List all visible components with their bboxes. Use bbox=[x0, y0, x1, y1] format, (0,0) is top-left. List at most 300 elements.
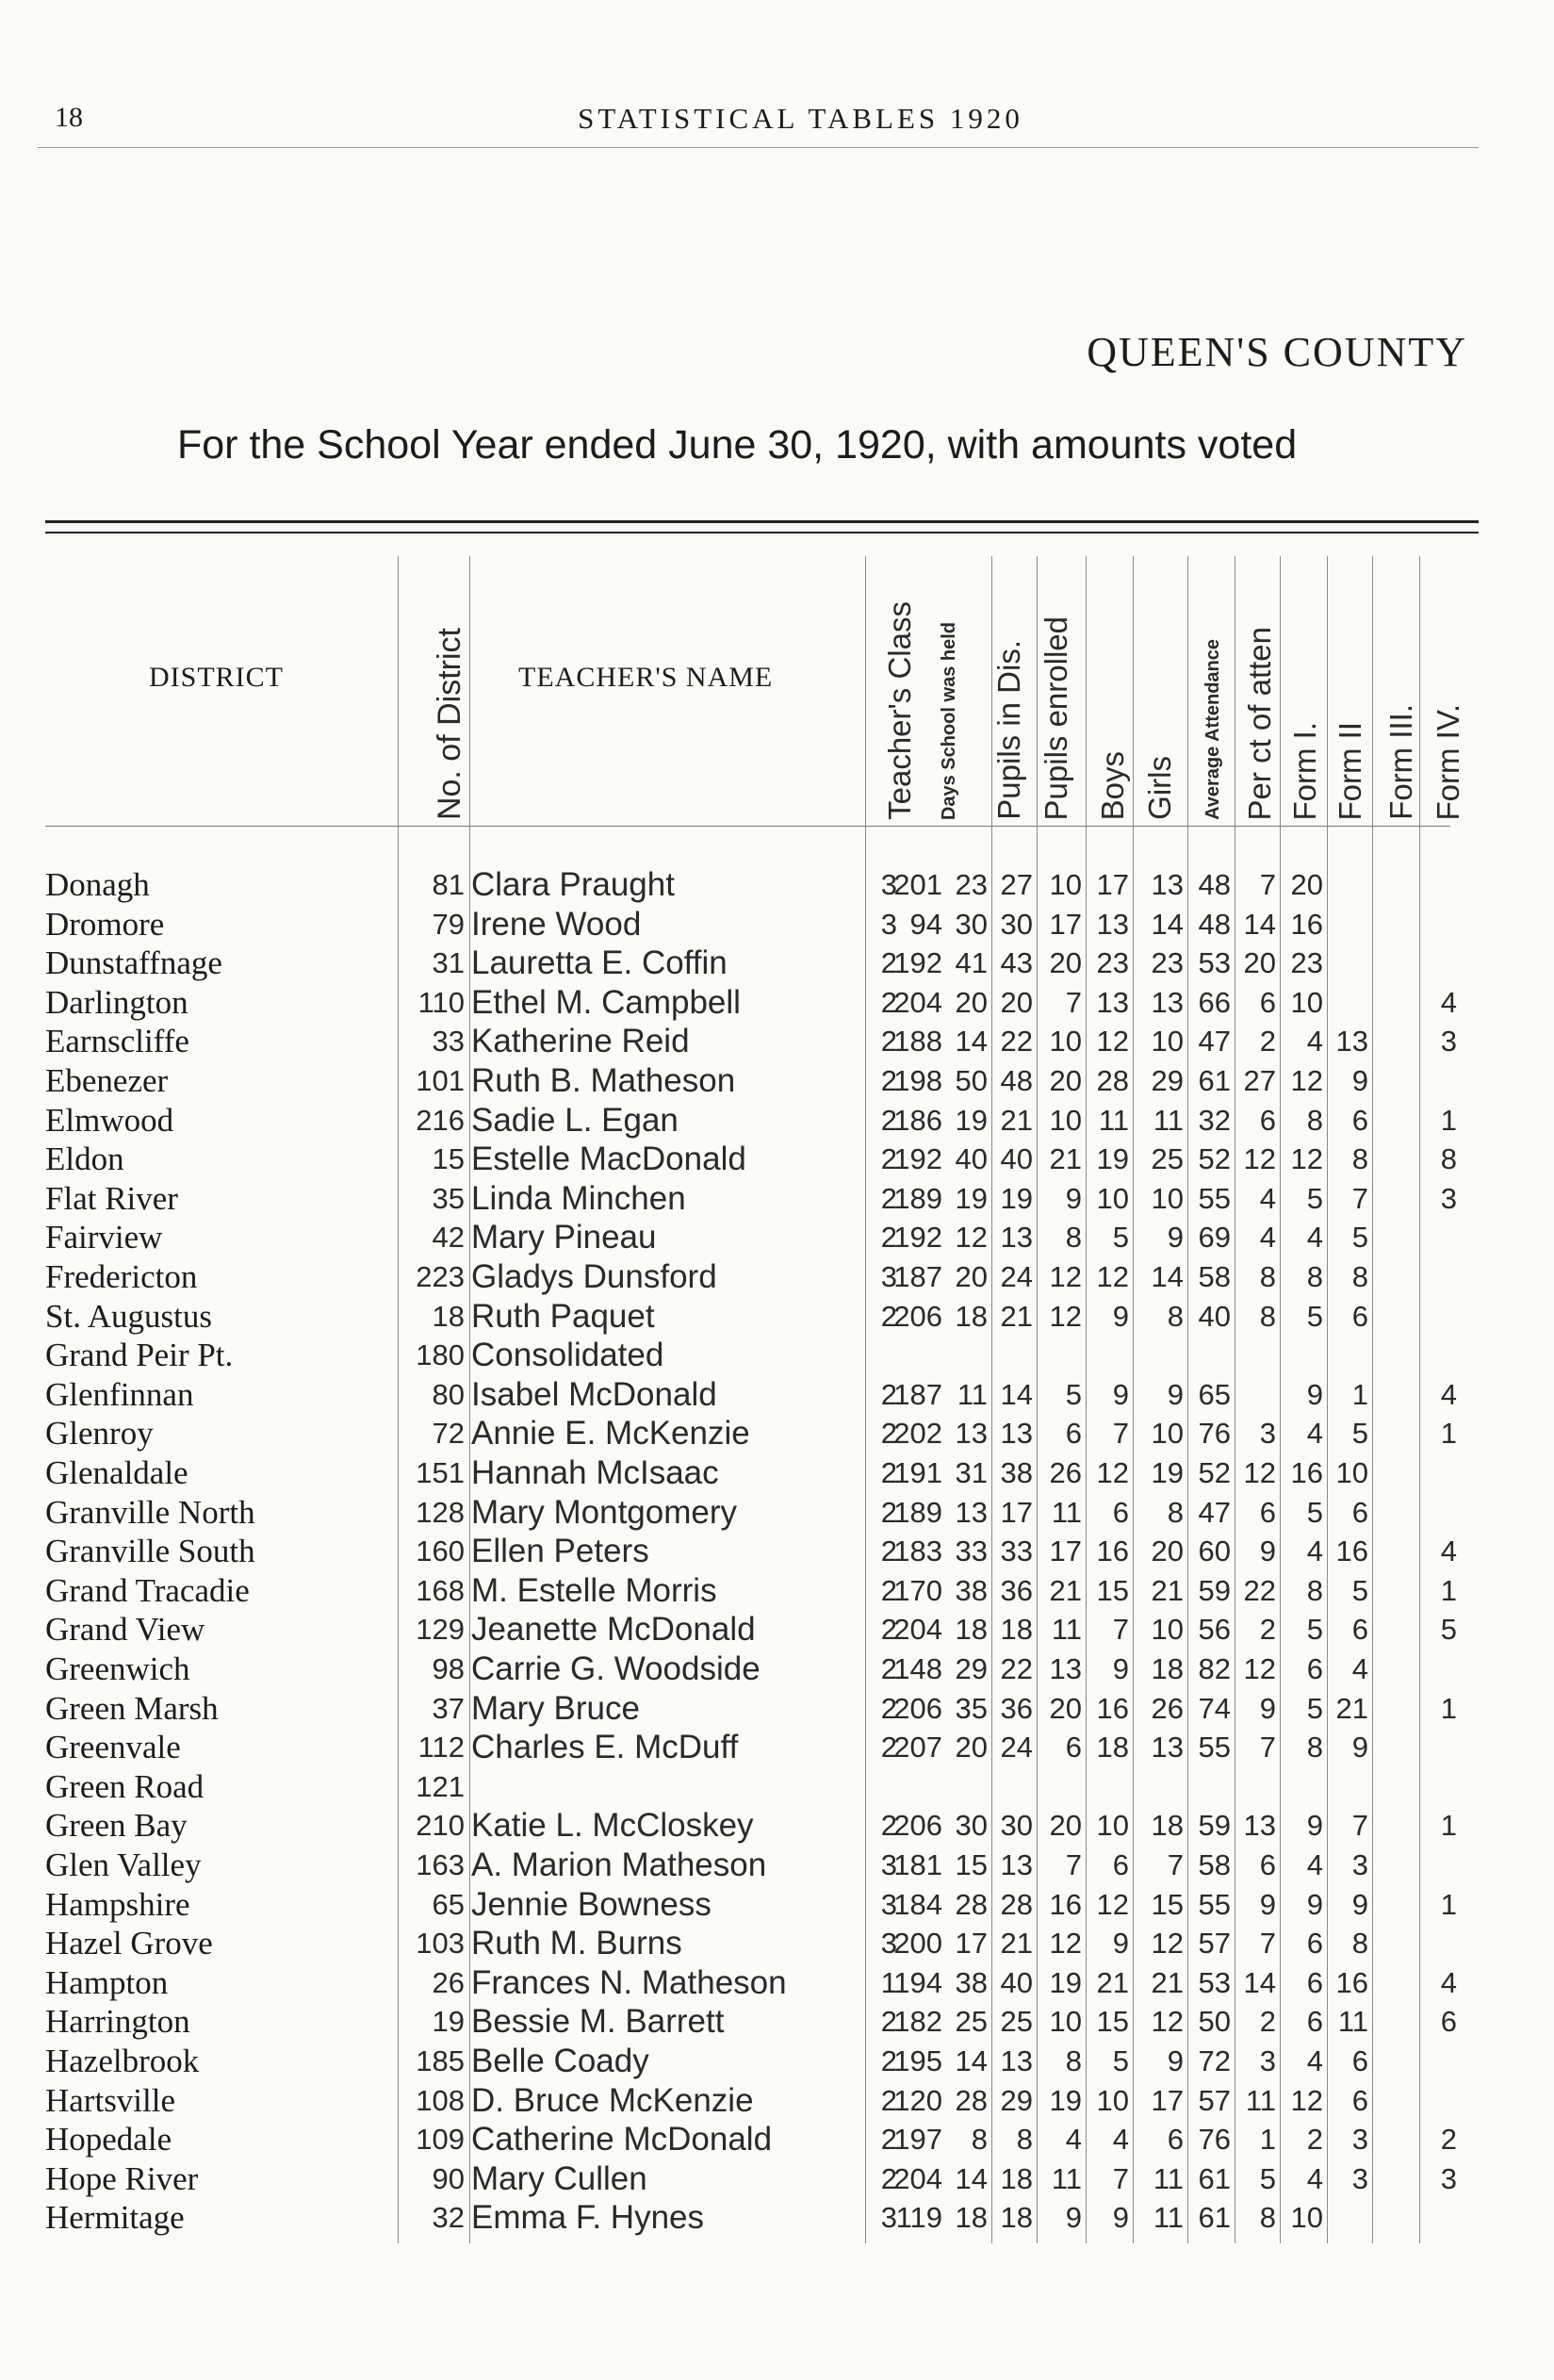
cell-boys: 12 bbox=[1049, 1299, 1082, 1333]
cell-days: 197 bbox=[893, 2123, 942, 2157]
cell-cls: 2 bbox=[880, 1377, 897, 1411]
cell-dis: 17 bbox=[955, 1927, 988, 1961]
cell-avg: 11 bbox=[1153, 2161, 1184, 2195]
cell-f3: 16 bbox=[1335, 1965, 1368, 1999]
cell-f2: 8 bbox=[1306, 1260, 1323, 1293]
cell-avg: 18 bbox=[1151, 1652, 1184, 1685]
cell-no: 19 bbox=[432, 2005, 465, 2039]
cell-days: 202 bbox=[893, 1417, 942, 1451]
cell-enr: 36 bbox=[1000, 1691, 1033, 1725]
cell-girls: 16 bbox=[1096, 1691, 1129, 1725]
cell-teacher: Mary Bruce bbox=[471, 1689, 640, 1727]
cell-pct: 76 bbox=[1198, 2123, 1231, 2157]
cell-girls: 12 bbox=[1096, 1260, 1129, 1293]
cell-teacher: Estelle MacDonald bbox=[471, 1141, 746, 1178]
cell-f3: 1 bbox=[1351, 1377, 1368, 1411]
cell-boys: 16 bbox=[1049, 1887, 1082, 1921]
cell-pct: 60 bbox=[1198, 1535, 1231, 1568]
cell-pct: 76 bbox=[1198, 1417, 1231, 1451]
cell-boys: 7 bbox=[1065, 1848, 1082, 1881]
cell-dis: 29 bbox=[955, 1652, 988, 1685]
cell-no: 128 bbox=[416, 1495, 465, 1529]
cell-district: Flat River bbox=[45, 1179, 178, 1217]
cell-district: Elmwood bbox=[45, 1101, 174, 1139]
cell-days: 189 bbox=[893, 1495, 942, 1529]
cell-cls: 3 bbox=[880, 2201, 897, 2235]
cell-enr: 24 bbox=[1000, 1731, 1033, 1764]
cell-f1: 12 bbox=[1243, 1652, 1276, 1685]
cell-teacher: Mary Cullen bbox=[471, 2159, 647, 2197]
table-row bbox=[0, 2120, 1554, 2159]
cell-f2: 4 bbox=[1306, 1025, 1323, 1059]
cell-district: Dunstaffnage bbox=[45, 944, 222, 982]
table-row bbox=[0, 1728, 1554, 1767]
cell-district: Dromore bbox=[45, 905, 165, 943]
cell-cls: 2 bbox=[880, 2083, 897, 2117]
cell-f1: 4 bbox=[1259, 1181, 1276, 1215]
cell-boys: 11 bbox=[1051, 2161, 1082, 2195]
cell-district: Green Bay bbox=[45, 1807, 188, 1845]
cell-boys: 5 bbox=[1065, 1377, 1082, 1411]
cell-boys: 10 bbox=[1049, 2005, 1082, 2039]
cell-girls: 7 bbox=[1112, 1613, 1129, 1647]
cell-district: Hampshire bbox=[45, 1885, 190, 1923]
cell-f2: 4 bbox=[1306, 2161, 1323, 2195]
cell-f2: 8 bbox=[1306, 1573, 1323, 1607]
cell-no: 210 bbox=[416, 1809, 465, 1843]
cell-f2: 12 bbox=[1290, 2083, 1323, 2117]
cell-boys: 8 bbox=[1065, 1221, 1082, 1255]
cell-f1: 9 bbox=[1259, 1887, 1276, 1921]
header-teacher-class: Teacher's Class bbox=[882, 601, 917, 820]
cell-f1: 12 bbox=[1243, 1456, 1276, 1489]
table-row bbox=[0, 1846, 1554, 1885]
cell-district: Hazelbrook bbox=[45, 2043, 200, 2079]
cell-no: 79 bbox=[432, 907, 465, 941]
cell-f1: 6 bbox=[1259, 1848, 1276, 1881]
cell-dis: 19 bbox=[955, 1181, 988, 1215]
cell-teacher: D. Bruce McKenzie bbox=[471, 2081, 754, 2119]
cell-dis: 25 bbox=[955, 2005, 988, 2039]
cell-boys: 12 bbox=[1049, 1927, 1082, 1961]
page-number: 18 bbox=[55, 102, 83, 133]
cell-avg: 12 bbox=[1151, 1927, 1184, 1961]
cell-dis: 28 bbox=[955, 1887, 988, 1921]
cell-dis: 33 bbox=[955, 1535, 988, 1568]
cell-f1: 8 bbox=[1259, 2201, 1276, 2235]
cell-f3: 3 bbox=[1351, 2123, 1368, 2157]
cell-avg: 17 bbox=[1151, 2083, 1184, 2117]
table-row bbox=[0, 1650, 1554, 1689]
header-days: Days School was held bbox=[939, 621, 959, 820]
cell-dis: 8 bbox=[971, 2123, 988, 2157]
cell-f1: 7 bbox=[1259, 868, 1276, 901]
cell-f2: 23 bbox=[1290, 946, 1323, 980]
cell-cls: 2 bbox=[880, 1064, 897, 1097]
cell-boys: 10 bbox=[1049, 868, 1082, 901]
table-row bbox=[0, 1806, 1554, 1846]
cell-days: 192 bbox=[893, 1142, 942, 1176]
cell-f1: 6 bbox=[1259, 1495, 1276, 1529]
cell-teacher: Belle Coady bbox=[471, 2043, 649, 2079]
cell-f2: 10 bbox=[1290, 985, 1323, 1019]
cell-days: 191 bbox=[893, 1456, 942, 1489]
cell-f4: 6 bbox=[1440, 2005, 1457, 2039]
cell-f2: 10 bbox=[1290, 2201, 1323, 2235]
table-row bbox=[0, 1022, 1554, 1061]
cell-teacher: Charles E. McDuff bbox=[471, 1729, 739, 1766]
cell-f1: 3 bbox=[1259, 2044, 1276, 2077]
cell-enr: 13 bbox=[1000, 1417, 1033, 1451]
cell-dis: 38 bbox=[955, 1965, 988, 1999]
cell-enr: 19 bbox=[1000, 1181, 1033, 1215]
header-avg-attendance: Average Attendance bbox=[1202, 639, 1223, 820]
cell-no: 121 bbox=[416, 1769, 465, 1803]
cell-teacher: M. Estelle Morris bbox=[471, 1571, 717, 1609]
cell-f4: 2 bbox=[1440, 2123, 1457, 2157]
table-row bbox=[0, 1571, 1554, 1611]
cell-no: 216 bbox=[416, 1103, 465, 1137]
cell-days: 201 bbox=[893, 868, 942, 901]
cell-girls: 23 bbox=[1096, 946, 1129, 980]
cell-f1: 7 bbox=[1259, 1731, 1276, 1764]
cell-boys: 21 bbox=[1049, 1573, 1082, 1607]
cell-cls: 3 bbox=[880, 1887, 897, 1921]
cell-avg: 9 bbox=[1167, 1221, 1184, 1255]
cell-dis: 41 bbox=[955, 946, 988, 980]
cell-district: Hartsville bbox=[45, 2081, 176, 2119]
cell-avg: 14 bbox=[1151, 1260, 1184, 1293]
cell-f2: 6 bbox=[1306, 2005, 1323, 2039]
cell-cls: 2 bbox=[880, 1142, 897, 1176]
cell-district: Donagh bbox=[45, 866, 150, 903]
cell-avg: 25 bbox=[1151, 1142, 1184, 1176]
cell-teacher: Frances N. Matheson bbox=[471, 1963, 787, 2001]
cell-avg: 10 bbox=[1151, 1025, 1184, 1059]
cell-f3: 6 bbox=[1351, 2044, 1368, 2077]
cell-f4: 1 bbox=[1440, 1691, 1457, 1725]
cell-teacher: Ellen Peters bbox=[471, 1533, 649, 1570]
cell-boys: 10 bbox=[1049, 1103, 1082, 1137]
cell-enr: 13 bbox=[1000, 1221, 1033, 1255]
cell-teacher: Irene Wood bbox=[471, 905, 642, 943]
cell-girls: 9 bbox=[1112, 2201, 1129, 2235]
cell-pct: 48 bbox=[1198, 868, 1231, 901]
cell-days: 198 bbox=[893, 1064, 942, 1097]
cell-days: 170 bbox=[893, 1573, 942, 1607]
table-row bbox=[0, 1414, 1554, 1453]
cell-f2: 5 bbox=[1306, 1691, 1323, 1725]
cell-teacher: Mary Montgomery bbox=[471, 1493, 738, 1531]
cell-pct: 40 bbox=[1198, 1299, 1231, 1333]
cell-boys: 12 bbox=[1049, 1260, 1082, 1293]
cell-enr: 8 bbox=[1016, 2123, 1033, 2157]
header-no-of-district: No. of District bbox=[432, 627, 467, 820]
cell-district: Glen Valley bbox=[45, 1847, 202, 1883]
cell-pct: 53 bbox=[1198, 1965, 1231, 1999]
table-row bbox=[0, 2042, 1554, 2081]
cell-cls: 2 bbox=[880, 1299, 897, 1333]
cell-f4: 4 bbox=[1440, 1377, 1457, 1411]
cell-pct: 47 bbox=[1198, 1025, 1231, 1059]
table-row bbox=[0, 1767, 1554, 1807]
cell-f2: 5 bbox=[1306, 1181, 1323, 1215]
cell-days: 192 bbox=[893, 1221, 942, 1255]
header-form-1: Form I. bbox=[1287, 721, 1322, 820]
cell-cls: 3 bbox=[880, 1260, 897, 1293]
cell-dis: 35 bbox=[955, 1691, 988, 1725]
cell-f4: 4 bbox=[1440, 1965, 1457, 1999]
cell-girls: 10 bbox=[1096, 1181, 1129, 1215]
cell-enr: 22 bbox=[1000, 1025, 1033, 1059]
cell-f3: 5 bbox=[1351, 1417, 1368, 1451]
cell-boys: 20 bbox=[1049, 1064, 1082, 1097]
cell-days: 148 bbox=[893, 1652, 942, 1685]
cell-girls: 10 bbox=[1096, 1809, 1129, 1843]
cell-avg: 13 bbox=[1151, 868, 1184, 901]
cell-f3: 6 bbox=[1351, 1613, 1368, 1647]
cell-avg: 20 bbox=[1151, 1535, 1184, 1568]
cell-district: Harrington bbox=[45, 2003, 190, 2041]
cell-dis: 18 bbox=[955, 1613, 988, 1647]
cell-dis: 31 bbox=[955, 1456, 988, 1489]
header-pupils-enrolled: Pupils enrolled bbox=[1039, 616, 1073, 820]
table-row bbox=[0, 2081, 1554, 2121]
cell-f4: 4 bbox=[1440, 1535, 1457, 1568]
cell-dis: 30 bbox=[955, 1809, 988, 1843]
cell-days: 206 bbox=[893, 1299, 942, 1333]
cell-f3: 6 bbox=[1351, 2083, 1368, 2117]
cell-f2: 6 bbox=[1306, 1965, 1323, 1999]
cell-f2: 12 bbox=[1290, 1064, 1323, 1097]
cell-girls: 5 bbox=[1112, 2044, 1129, 2077]
cell-f2: 5 bbox=[1306, 1613, 1323, 1647]
cell-avg: 7 bbox=[1167, 1848, 1184, 1881]
cell-district: Hazel Grove bbox=[45, 1925, 213, 1962]
cell-f2: 9 bbox=[1306, 1887, 1323, 1921]
cell-boys: 20 bbox=[1049, 1691, 1082, 1725]
cell-teacher: Bessie M. Barrett bbox=[471, 2003, 725, 2041]
cell-f4: 1 bbox=[1440, 1887, 1457, 1921]
cell-boys: 17 bbox=[1049, 1535, 1082, 1568]
cell-pct: 57 bbox=[1198, 1927, 1231, 1961]
cell-enr: 13 bbox=[1000, 2044, 1033, 2077]
cell-f3: 4 bbox=[1351, 1652, 1368, 1685]
cell-f1: 11 bbox=[1245, 2083, 1276, 2117]
cell-cls: 2 bbox=[880, 1103, 897, 1137]
cell-boys: 20 bbox=[1049, 946, 1082, 980]
cell-pct: 32 bbox=[1198, 1103, 1231, 1137]
cell-enr: 18 bbox=[1000, 1613, 1033, 1647]
cell-days: 186 bbox=[893, 1103, 942, 1137]
cell-boys: 20 bbox=[1049, 1809, 1082, 1843]
cell-avg: 10 bbox=[1151, 1417, 1184, 1451]
cell-boys: 6 bbox=[1065, 1731, 1082, 1764]
cell-days: 192 bbox=[893, 946, 942, 980]
cell-days: 182 bbox=[893, 2005, 942, 2039]
cell-cls: 3 bbox=[880, 907, 897, 941]
cell-enr: 21 bbox=[1000, 1927, 1033, 1961]
cell-district: Earnscliffe bbox=[45, 1023, 189, 1060]
cell-no: 103 bbox=[416, 1927, 465, 1961]
cell-boys: 13 bbox=[1049, 1652, 1082, 1685]
header-teacher: TEACHER'S NAME bbox=[518, 662, 774, 693]
table-row bbox=[0, 1257, 1554, 1297]
cell-f1: 9 bbox=[1259, 1535, 1276, 1568]
cell-teacher: Carrie G. Woodside bbox=[471, 1650, 761, 1687]
cell-avg: 14 bbox=[1151, 907, 1184, 941]
cell-district: Grand View bbox=[45, 1611, 205, 1649]
cell-no: 65 bbox=[432, 1887, 465, 1921]
header-boys: Boys bbox=[1095, 750, 1130, 820]
cell-girls: 21 bbox=[1096, 1965, 1129, 1999]
cell-girls: 11 bbox=[1098, 1103, 1129, 1137]
cell-avg: 12 bbox=[1151, 2005, 1184, 2039]
cell-teacher: Hannah McIsaac bbox=[471, 1454, 719, 1491]
header-form-2: Form II bbox=[1333, 721, 1367, 820]
cell-days: 188 bbox=[893, 1025, 942, 1059]
cell-teacher: Gladys Dunsford bbox=[471, 1258, 717, 1295]
cell-avg: 21 bbox=[1151, 1573, 1184, 1607]
cell-days: 181 bbox=[893, 1848, 942, 1881]
cell-dis: 28 bbox=[955, 2083, 988, 2117]
cell-district: Hermitage bbox=[45, 2199, 185, 2237]
cell-no: 33 bbox=[432, 1025, 465, 1059]
cell-girls: 6 bbox=[1112, 1495, 1129, 1529]
cell-enr: 21 bbox=[1000, 1103, 1033, 1137]
cell-district: Green Road bbox=[45, 1767, 204, 1805]
cell-f2: 6 bbox=[1306, 1927, 1323, 1961]
cell-enr: 33 bbox=[1000, 1535, 1033, 1568]
cell-district: Hampton bbox=[45, 1963, 169, 2001]
header-pupils-in-dis: Pupils in Dis. bbox=[991, 640, 1026, 820]
cell-dis: 12 bbox=[955, 1221, 988, 1255]
cell-days: 204 bbox=[893, 1613, 942, 1647]
cell-no: 185 bbox=[416, 2044, 465, 2077]
cell-pct: 53 bbox=[1198, 946, 1231, 980]
cell-girls: 15 bbox=[1096, 2005, 1129, 2039]
cell-enr: 29 bbox=[1000, 2083, 1033, 2117]
cell-pct: 55 bbox=[1198, 1887, 1231, 1921]
cell-f2: 5 bbox=[1306, 1495, 1323, 1529]
cell-cls: 2 bbox=[880, 1731, 897, 1764]
cell-enr: 20 bbox=[1000, 985, 1033, 1019]
cell-f2: 16 bbox=[1290, 907, 1323, 941]
cell-enr: 36 bbox=[1000, 1573, 1033, 1607]
cell-dis: 50 bbox=[955, 1064, 988, 1097]
table-row bbox=[0, 1375, 1554, 1415]
cell-cls: 2 bbox=[880, 1221, 897, 1255]
cell-pct: 61 bbox=[1198, 1064, 1231, 1097]
cell-f3: 6 bbox=[1351, 1299, 1368, 1333]
header-form-4: Form IV. bbox=[1431, 703, 1465, 820]
cell-f1: 4 bbox=[1259, 1221, 1276, 1255]
cell-girls: 7 bbox=[1112, 2161, 1129, 2195]
cell-avg: 10 bbox=[1151, 1613, 1184, 1647]
cell-avg: 9 bbox=[1167, 1377, 1184, 1411]
cell-district: Glenaldale bbox=[45, 1454, 188, 1491]
cell-pct: 59 bbox=[1198, 1573, 1231, 1607]
cell-days: 120 bbox=[893, 2083, 942, 2117]
cell-pct: 66 bbox=[1198, 985, 1231, 1019]
cell-f4: 1 bbox=[1440, 1573, 1457, 1607]
cell-district: Eldon bbox=[45, 1141, 124, 1178]
cell-girls: 12 bbox=[1096, 1456, 1129, 1489]
table-row bbox=[0, 1610, 1554, 1650]
cell-boys: 19 bbox=[1049, 2083, 1082, 2117]
cell-enr: 17 bbox=[1000, 1495, 1033, 1529]
cell-cls: 3 bbox=[880, 868, 897, 901]
cell-f3: 8 bbox=[1351, 1260, 1368, 1293]
cell-f1: 3 bbox=[1259, 1417, 1276, 1451]
cell-pct: 82 bbox=[1198, 1652, 1231, 1685]
county-heading: QUEEN'S COUNTY bbox=[1087, 329, 1467, 375]
cell-f1: 1 bbox=[1259, 2123, 1276, 2157]
cell-dis: 30 bbox=[955, 907, 988, 941]
cell-f1: 13 bbox=[1243, 1809, 1276, 1843]
cell-no: 160 bbox=[416, 1535, 465, 1568]
cell-f4: 3 bbox=[1440, 2161, 1457, 2195]
cell-enr: 30 bbox=[1000, 1809, 1033, 1843]
cell-district: Hopedale bbox=[45, 2121, 172, 2158]
cell-girls: 9 bbox=[1112, 1299, 1129, 1333]
cell-no: 112 bbox=[417, 1731, 465, 1764]
cell-no: 18 bbox=[432, 1299, 465, 1333]
cell-enr: 48 bbox=[1000, 1064, 1033, 1097]
cell-no: 110 bbox=[417, 985, 465, 1019]
cell-no: 31 bbox=[432, 946, 465, 980]
cell-girls: 9 bbox=[1112, 1927, 1129, 1961]
cell-cls: 2 bbox=[880, 946, 897, 980]
cell-teacher: Katherine Reid bbox=[471, 1023, 690, 1060]
header-pct-attendance: Per ct of atten bbox=[1242, 626, 1277, 820]
cell-pct: 55 bbox=[1198, 1181, 1231, 1215]
cell-f3: 7 bbox=[1351, 1181, 1368, 1215]
cell-boys: 6 bbox=[1065, 1417, 1082, 1451]
cell-cls: 2 bbox=[880, 1417, 897, 1451]
cell-cls: 2 bbox=[880, 1535, 897, 1568]
cell-no: 108 bbox=[416, 2083, 465, 2117]
table-row bbox=[0, 1453, 1554, 1493]
cell-f3: 9 bbox=[1351, 1887, 1368, 1921]
cell-avg: 21 bbox=[1151, 1965, 1184, 1999]
table-row bbox=[0, 2198, 1554, 2238]
header-rule bbox=[45, 826, 1450, 827]
cell-cls: 3 bbox=[880, 1848, 897, 1881]
cell-avg: 19 bbox=[1151, 1456, 1184, 1489]
cell-pct: 56 bbox=[1198, 1613, 1231, 1647]
cell-boys: 11 bbox=[1051, 1613, 1082, 1647]
cell-days: 195 bbox=[893, 2044, 942, 2077]
cell-avg: 23 bbox=[1151, 946, 1184, 980]
table-row bbox=[0, 1336, 1554, 1375]
cell-days: 207 bbox=[893, 1731, 942, 1764]
cell-enr: 38 bbox=[1000, 1456, 1033, 1489]
cell-boys: 11 bbox=[1051, 1495, 1082, 1529]
header-girls: Girls bbox=[1142, 756, 1177, 820]
cell-f3: 5 bbox=[1351, 1573, 1368, 1607]
cell-f1: 5 bbox=[1259, 2161, 1276, 2195]
cell-dis: 20 bbox=[955, 985, 988, 1019]
cell-f1: 8 bbox=[1259, 1299, 1276, 1333]
header-form-3: Form III. bbox=[1383, 704, 1418, 820]
cell-cls: 1 bbox=[880, 1965, 897, 1999]
cell-girls: 16 bbox=[1096, 1535, 1129, 1568]
cell-pct: 58 bbox=[1198, 1848, 1231, 1881]
cell-enr: 18 bbox=[1000, 2201, 1033, 2235]
cell-teacher: Isabel McDonald bbox=[471, 1375, 717, 1413]
cell-pct: 48 bbox=[1198, 907, 1231, 941]
